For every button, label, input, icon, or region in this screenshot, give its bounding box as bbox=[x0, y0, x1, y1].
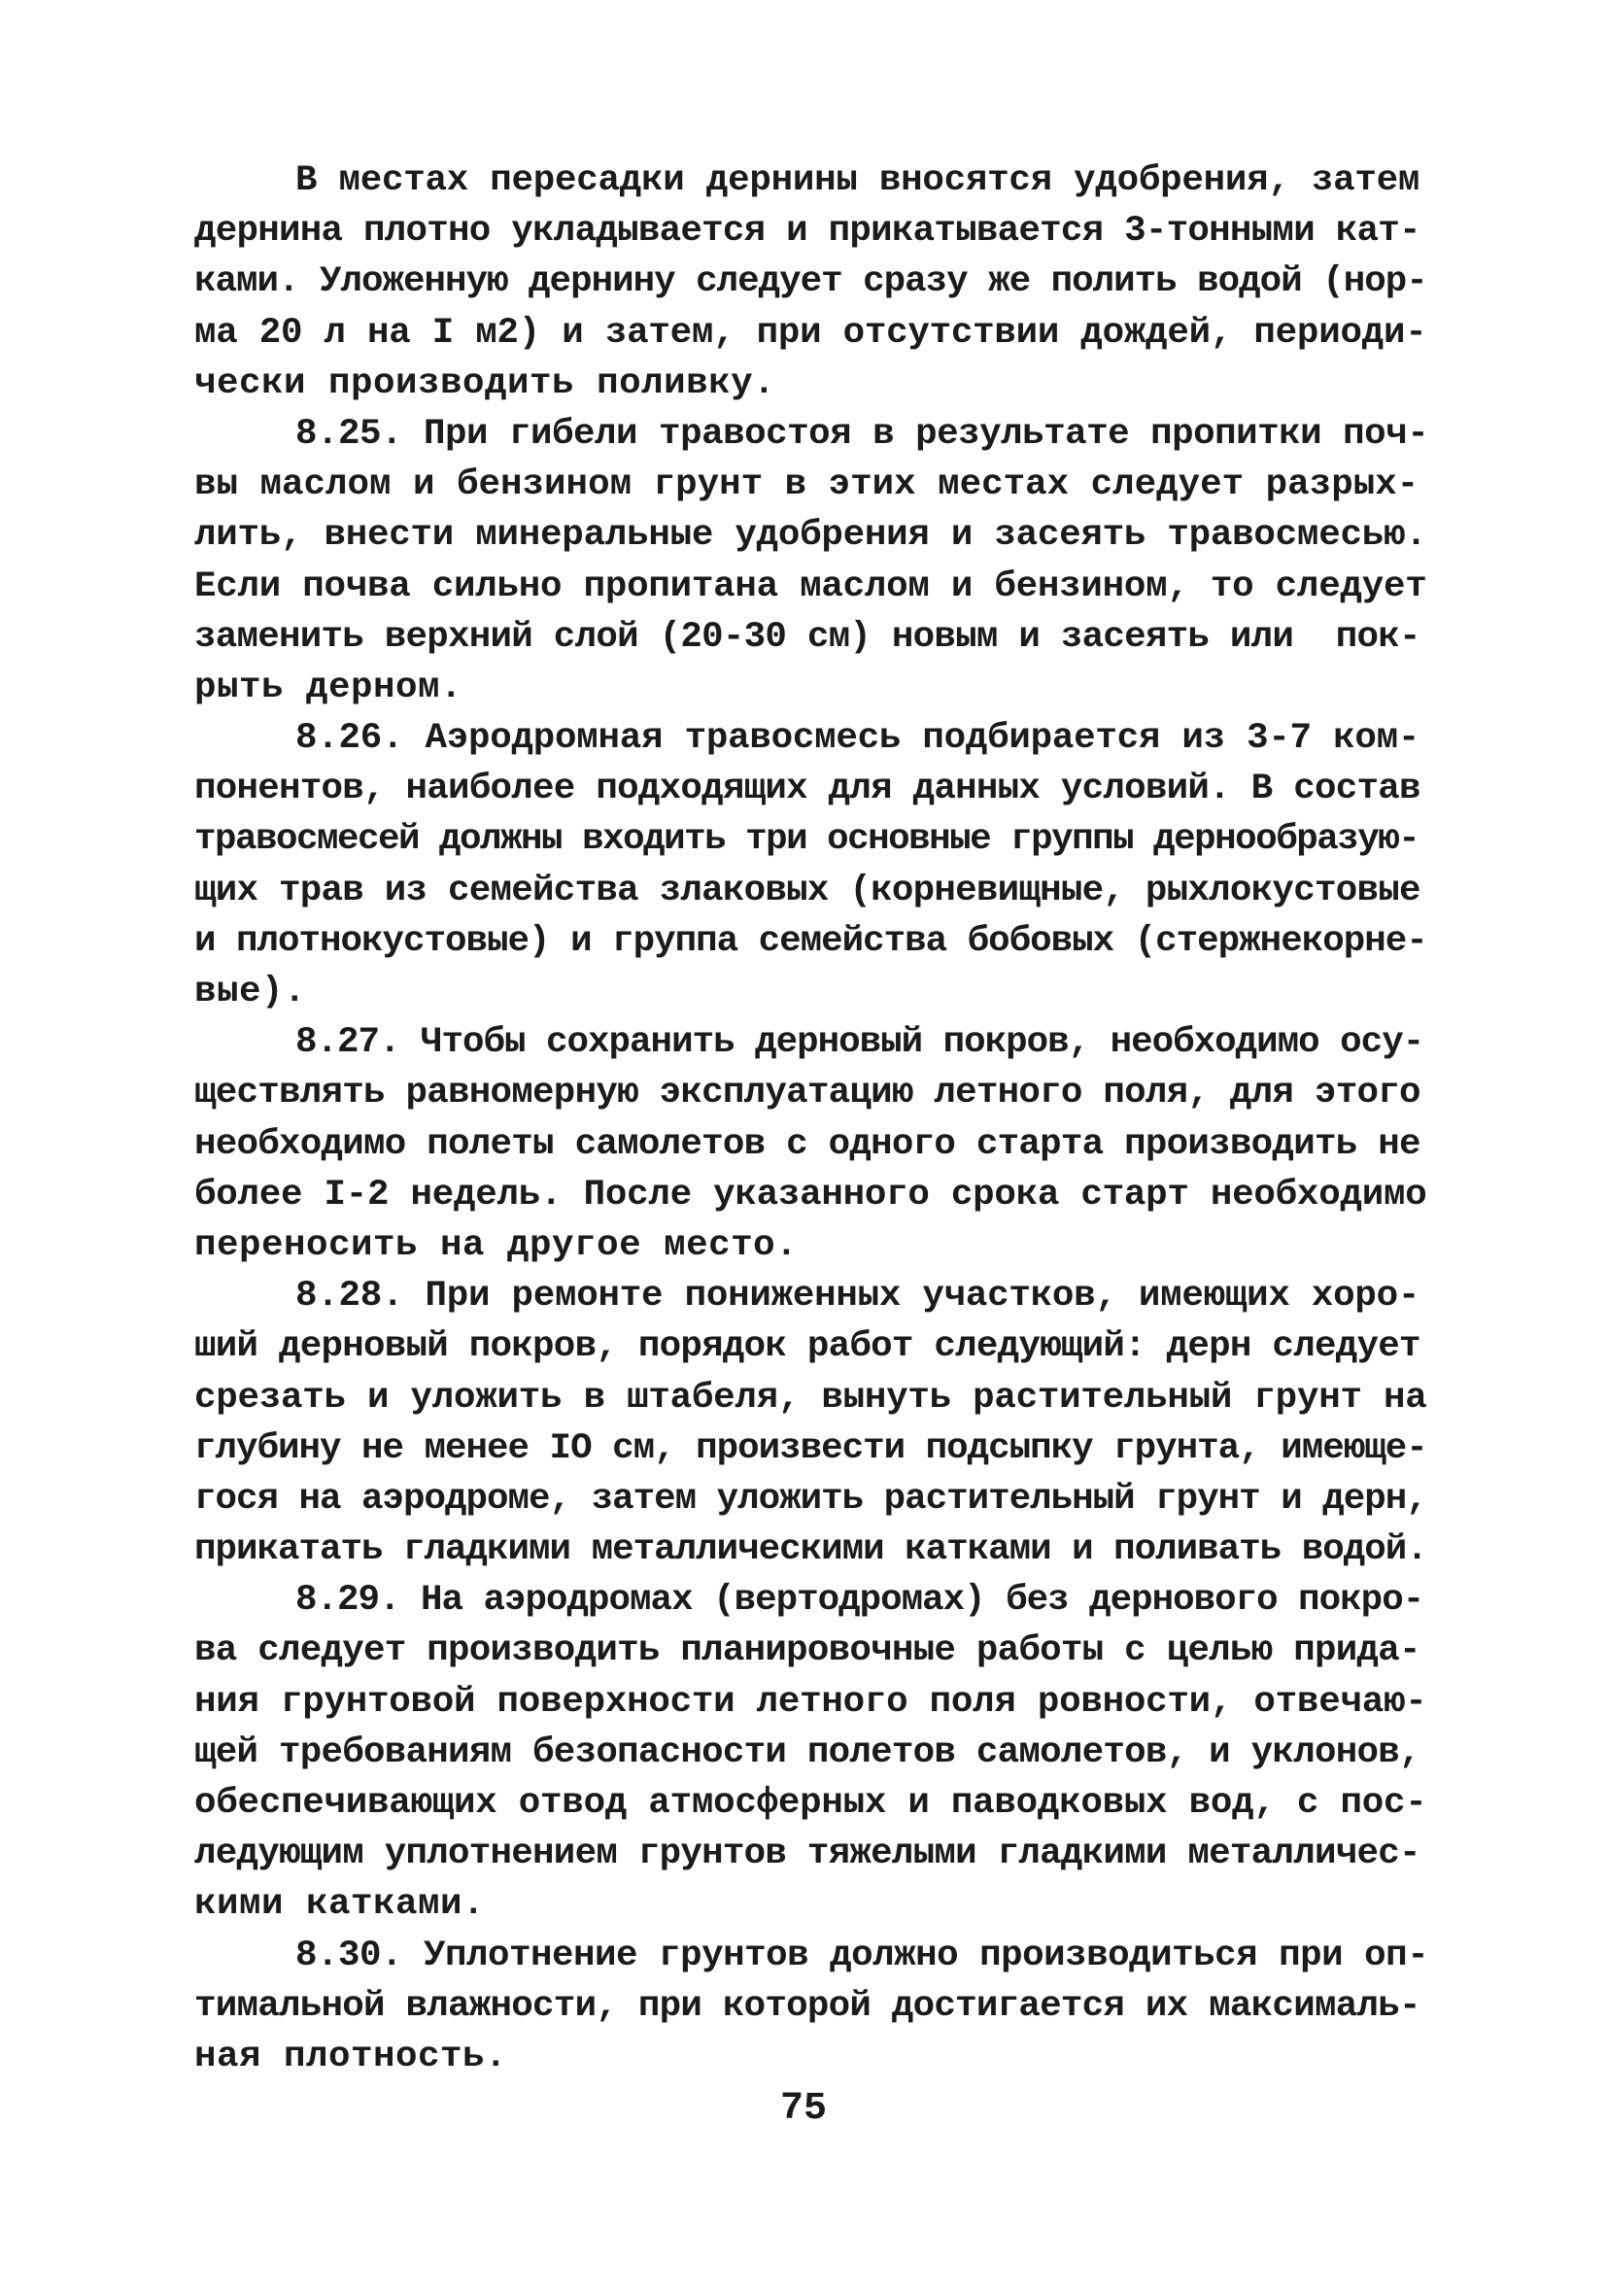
paragraph-line: более I-2 недель. После указанного срока старт необходимо bbox=[194, 1174, 1427, 1216]
paragraph-first-line: 8.30. Уплотнение грунтов должно производиться при оп- bbox=[295, 1935, 1429, 1976]
page-number: 75 bbox=[779, 2087, 827, 2131]
paragraph-line: вы маслом и бензином грунт в этих местах следует разрых- bbox=[194, 464, 1419, 506]
paragraph-line: ния грунтовой поверхности летного поля ровности, отвечаю- bbox=[194, 1681, 1427, 1723]
paragraph-first-line: 8.25. При гибели травостоя в результате пропитки поч- bbox=[295, 413, 1429, 455]
paragraph-line: кими катками. bbox=[194, 1884, 486, 1926]
paragraph-first-line: 8.26. Аэродромная травосмесь подбирается из 3-7 ком- bbox=[295, 718, 1420, 760]
paragraph-line: понентов, наиболее подходящих для данных условий. В состав bbox=[194, 769, 1420, 810]
paragraph-first-line: 8.27. Чтобы сохранить дерновый покров, необходимо осу- bbox=[295, 1022, 1424, 1064]
paragraph-line: заменить верхний слой (20-30 см) новым и засеять или пок- bbox=[194, 616, 1420, 658]
paragraph bbox=[194, 1575, 1428, 1930]
paragraph-first-line: 8.29. На аэродромах (вертодромах) без дернового покро- bbox=[295, 1580, 1424, 1622]
paragraph bbox=[194, 1271, 1428, 1575]
paragraph-line: переносить на другое место. bbox=[194, 1224, 799, 1266]
paragraph-line: срезать и уложить в штабеля, вынуть растительный грунт на bbox=[194, 1377, 1427, 1419]
paragraph-line: щей требованиям безопасности полетов самолетов, и уклонов, bbox=[194, 1731, 1420, 1773]
paragraph bbox=[194, 1931, 1428, 2083]
paragraph-line: вые). bbox=[194, 972, 307, 1012]
paragraph bbox=[194, 1017, 1428, 1271]
document-body bbox=[194, 155, 1428, 2082]
paragraph-line: ва следует производить планировочные работы с целью прида- bbox=[194, 1630, 1420, 1672]
paragraph-line: ший дерновый покров, порядок работ следующий: дерн следует bbox=[194, 1326, 1420, 1368]
paragraph-line: ществлять равномерную эксплуатацию летного поля, для этого bbox=[194, 1073, 1420, 1114]
paragraph-line: рыть дерном. bbox=[194, 667, 463, 708]
paragraph-line: лить, внести минеральные удобрения и засеять травосмесью. bbox=[194, 515, 1427, 557]
paragraph-line: Если почва сильно пропитана маслом и бензином, то следует bbox=[194, 565, 1427, 607]
paragraph-line: и плотнокустовые) и группа семейства бобовых (стержнекорне- bbox=[194, 920, 1427, 962]
paragraph-line: травосмесей должны входить три основные группы дернообразую- bbox=[194, 819, 1419, 861]
paragraph-line: чески производить поливку. bbox=[194, 362, 776, 404]
paragraph-line: ледующим уплотнением грунтов тяжелыми гладкими металличес- bbox=[194, 1833, 1420, 1875]
paragraph bbox=[194, 155, 1428, 409]
paragraph-first-line: 8.28. При ремонте пониженных участков, имеющих хоро- bbox=[295, 1276, 1420, 1318]
paragraph-line: щих трав из семейства злаковых (корневищные, рыхлокустовые bbox=[194, 870, 1420, 911]
paragraph bbox=[194, 409, 1428, 713]
paragraph bbox=[194, 713, 1428, 1017]
paragraph-line: ками. Уложенную дернину следует сразу же полить водой (нор- bbox=[194, 261, 1427, 303]
paragraph-line: глубину не менее IO см, произвести подсыпку грунта, имеюще- bbox=[194, 1427, 1427, 1469]
paragraph-line: обеспечивающих отвод атмосферных и паводковых вод, с пос- bbox=[194, 1783, 1427, 1824]
paragraph-line: тимальной влажности, при которой достигается их максималь- bbox=[194, 1985, 1420, 2027]
paragraph-line: гося на аэродроме, затем уложить растительный грунт и дерн, bbox=[194, 1478, 1427, 1520]
paragraph-line: дернина плотно укладывается и прикатывается 3-тонными кат- bbox=[194, 211, 1420, 253]
paragraph-line: ная плотность. bbox=[194, 2036, 508, 2077]
paragraph-line: необходимо полеты самолетов с одного старта производить не bbox=[194, 1123, 1420, 1165]
paragraph-first-line: В местах пересадки дернины вносятся удобрения, затем bbox=[295, 160, 1420, 201]
paragraph-line: ма 20 л на I м2) и затем, при отсутствии дождей, периоди- bbox=[194, 312, 1427, 354]
paragraph-line: прикатать гладкими металлическими катками и поливать водой. bbox=[194, 1529, 1427, 1571]
